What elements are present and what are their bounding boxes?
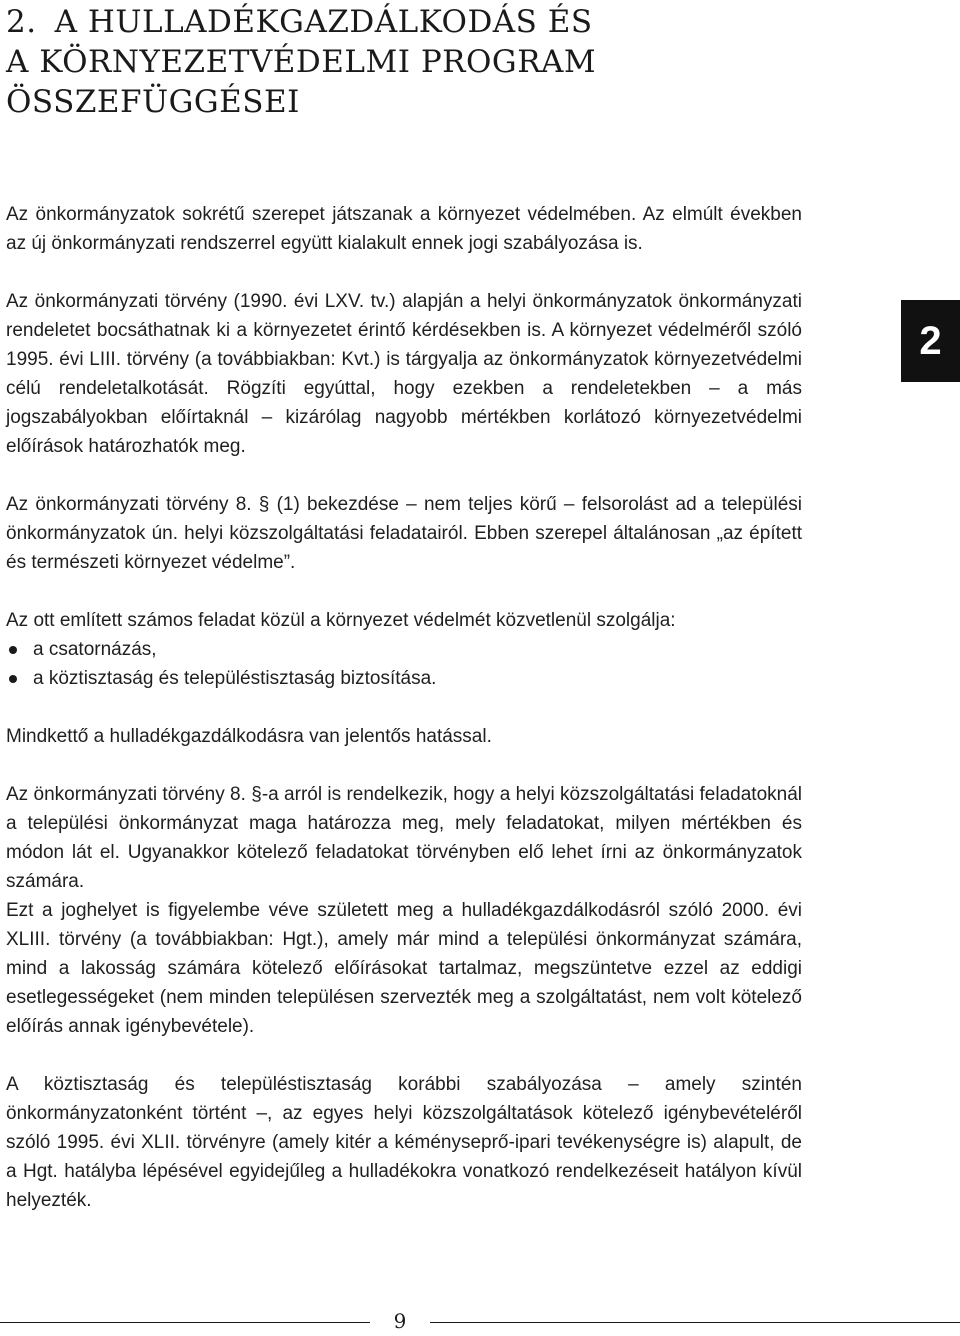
paragraph: Az ott említett számos feladat közül a környezet védelmét közvetlenül szolgálja: — [6, 610, 676, 631]
chapter-heading-line3: ÖSSZEFÜGGÉSEI — [6, 84, 300, 120]
bullet-list — [6, 635, 802, 693]
page-number: 9 — [370, 1307, 430, 1336]
bullet-item: a köztisztaság és településtisztaság biztosítása. — [6, 664, 802, 693]
chapter-heading — [6, 2, 596, 122]
chapter-tab-marker: 2 — [901, 300, 960, 382]
footer-rule — [0, 1322, 960, 1323]
paragraph: Mindkettő a hulladékgazdálkodásra van jelentős hatással. — [6, 726, 492, 747]
paragraph: Ezt a joghelyet is figyelembe véve született meg a hulladékgazdálkodásról szóló 2000. évi XLIII. törvény (a továbbiakban: Hgt.), amely már mind a települési önkormányzat számára, mind a lakosság számára kötelező előírásokat tartalmaz, megszüntetve ezzel az eddigi esetlegességeket (nem minden településen szervezték meg a szolgáltatást, nem volt kötelező előírás annak igénybevétele). — [6, 900, 802, 1037]
paragraph: Az önkormányzatok sokrétű szerepet játszanak a környezet védelmében. Az elmúlt években az új önkormányzati rendszerrel együtt kialakult ennek jogi szabályozása is. — [6, 204, 802, 254]
paragraph: A köztisztaság és településtisztaság korábbi szabályozása – amely szintén önkormányzatonként történt –, az egyes helyi közszolgáltatások kötelező igénybevételéről szóló 1995. évi XLII. törvényre (amely kitér a kéményseprő-ipari tevékenységre is) alapult, de a Hgt. hatályba lépésével egyidejűleg a hulladékokra vonatkozó rendelkezéseit hatályon kívül helyezték. — [6, 1074, 802, 1211]
paragraph: Az önkormányzati törvény 8. § (1) bekezdése – nem teljes körű – felsorolást ad a települési önkormányzatok ún. helyi közszolgáltatási feladatairól. Ebben szerepel általánosan „az épített és természeti környezet védelme”. — [6, 494, 802, 573]
chapter-heading-line2: A KÖRNYEZETVÉDELMI PROGRAM — [6, 44, 597, 80]
body-text — [6, 200, 802, 1244]
paragraph: Az önkormányzati törvény (1990. évi LXV. tv.) alapján a helyi önkormányzatok önkormányzati rendeletet bocsáthatnak ki a környezetet érintő kérdésekben is. A környezet védelméről szóló 1995. évi LIII. törvény (a továbbiakban: Kvt.) is tárgyalja az önkormányzatok környezetvédelmi célú rendeletalkotását. Rögzíti egyúttal, hogy ezekben a rendeletekben – a más jogszabályokban előírtaknál – kizárólag nagyobb mértékben korlátozó környezetvédelmi előírások határozhatók meg. — [6, 291, 802, 457]
bullet-item: a csatornázás, — [6, 635, 802, 664]
chapter-heading-line1: 2. A HULLADÉKGAZDÁLKODÁS ÉS — [6, 4, 593, 40]
paragraph: Az önkormányzati törvény 8. §-a arról is rendelkezik, hogy a helyi közszolgáltatási feladatoknál a települési önkormányzat maga határozza meg, mely feladatokat, milyen mértékben és módon lát el. Ugyanakkor kötelező feladatokat törvényben elő lehet írni az önkormányzatok számára. — [6, 784, 802, 892]
chapter-number: 2. — [6, 4, 37, 40]
